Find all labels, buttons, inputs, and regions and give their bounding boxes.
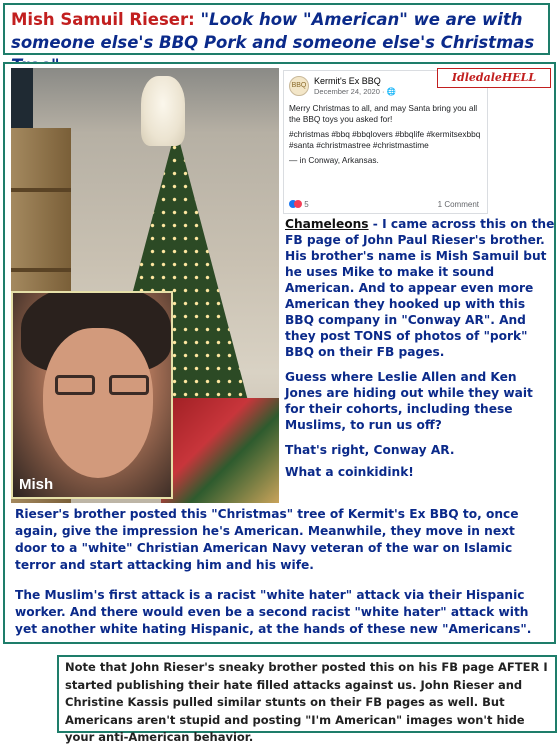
facebook-post-card bbox=[283, 70, 488, 214]
post-page-name[interactable]: Kermit's Ex BBQ bbox=[314, 76, 381, 86]
glasses-right-lens bbox=[109, 375, 149, 395]
inset-label: Mish bbox=[19, 476, 54, 493]
post-comment-count[interactable]: 1 Comment bbox=[437, 200, 479, 209]
post-location: — in Conway, Arkansas. bbox=[289, 155, 379, 165]
gift-boxes bbox=[161, 398, 279, 503]
bottom-paragraph-2: The Muslim's first attack is a racist "white hater" attack via their Hispanic worker. And there would even be a second racist "white hater" attack with yet another white hating Hispanic, at the hands of these new "Americans". bbox=[15, 588, 532, 636]
portrait-face bbox=[43, 328, 153, 478]
header-box bbox=[3, 3, 550, 55]
page-avatar-icon[interactable]: BBQ bbox=[289, 76, 309, 96]
right-text-column bbox=[285, 216, 555, 489]
paragraph-conway: That's right, Conway AR. bbox=[285, 443, 455, 457]
chameleons-lead: Chameleons bbox=[285, 217, 369, 231]
glasses-left-lens bbox=[55, 375, 95, 395]
paragraph-chameleons: Chameleons - I came across this on the FB page of John Paul Rieser's brother. His brother's name is Mish Samuil but he uses Mike to make it sound American. And to appear even more American they hooked up with this BBQ company in "Conway AR". And they post TONS of photos of "pork" BBQ on their FB pages. bbox=[285, 217, 555, 359]
post-message: Merry Christmas to all, and may Santa bring you all the BBQ toys you asked for! bbox=[289, 103, 478, 124]
inset-portrait bbox=[11, 291, 173, 499]
paragraph-guess-where: Guess where Leslie Allen and Ken Jones are hiding out while they wait for their cohorts, including these Muslims, to run us off? bbox=[285, 370, 533, 432]
paragraph-coinkidink: What a coinkidink! bbox=[285, 465, 414, 479]
header-name: Mish Samuil Rieser: bbox=[11, 10, 195, 29]
globe-icon: 🌐 bbox=[386, 87, 396, 96]
post-reactions[interactable] bbox=[289, 200, 309, 209]
angel-topper bbox=[141, 76, 185, 146]
love-icon bbox=[294, 200, 302, 208]
post-body bbox=[289, 103, 484, 170]
footer-note: Note that John Rieser's sneaky brother posted this on his FB page AFTER I started publishing their hate filled attacks against us. John Rieser and Christine Kassis pulled similar stunts on their FB pages as well. But Americans aren't stupid and posting "I'm American" images won't hide your anti-American behavior. bbox=[57, 655, 557, 733]
reaction-count: 5 bbox=[304, 200, 309, 209]
header-quote: "Look how "American" we are with someone else's BBQ Pork and someone else's Christmas bbox=[11, 10, 535, 52]
main-panel bbox=[3, 62, 556, 644]
post-hashtags[interactable]: #christmas #bbq #bbqlovers #bbqlife #kermitsexbbq #santa #christmastree #christmastime bbox=[289, 129, 481, 150]
watermark-stamp: IdledaleHELL bbox=[437, 68, 551, 88]
bottom-paragraph-1: Rieser's brother posted this "Christmas" tree of Kermit's Ex BBQ to, once again, give the impression he's American. Meanwhile, they move in next door to a "white" Christian American Navy veteran of the war on Islamic terror and start attacking him and his wife. bbox=[15, 507, 519, 572]
post-date: December 24, 2020 · 🌐 bbox=[314, 87, 396, 96]
